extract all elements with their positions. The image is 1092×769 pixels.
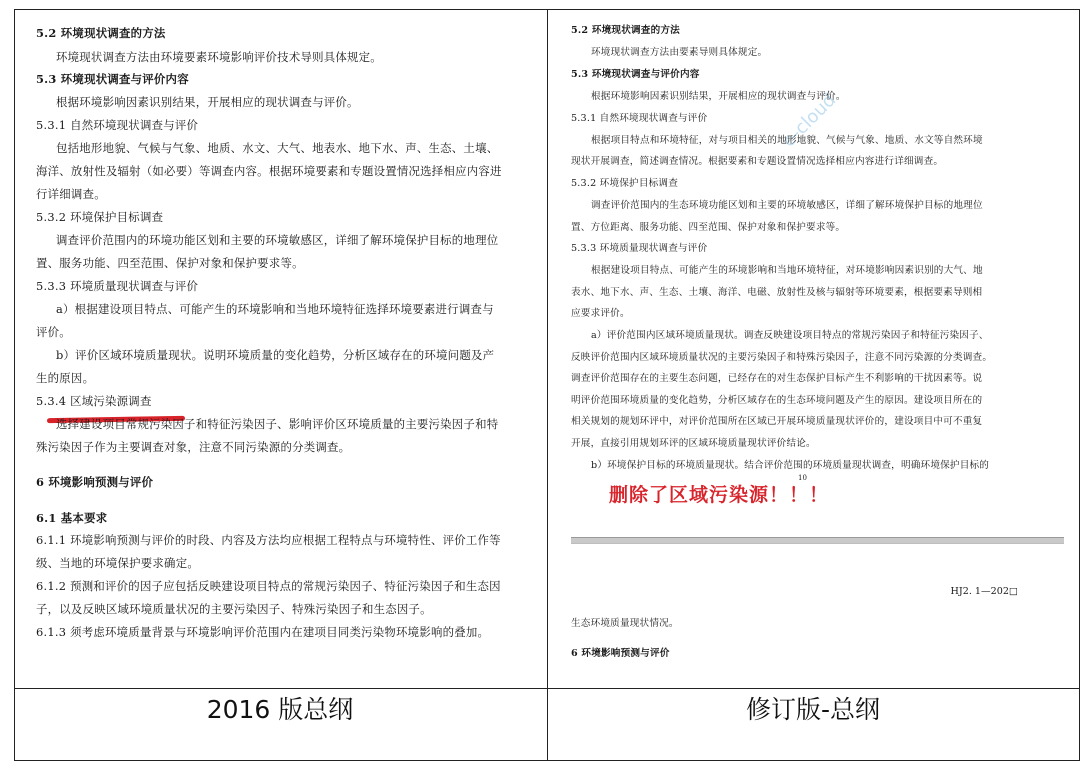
right-page-text-line: 根据项目特点和环境特征，对与项目相关的地形地貌、气候与气象、地质、水文等自然环境: [591, 135, 983, 146]
right-page-text-line: a）评价范围内区域环境质量现状。调查反映建设项目特点的常规污染因子和特征污染因子、: [591, 330, 989, 341]
caption-row-divider: [15, 688, 1079, 689]
left-page-text-line: 生的原因。: [36, 371, 95, 385]
left-document-page: [36, 18, 526, 678]
right-page-text-line: 5.3.1 自然环境现状调查与评价: [571, 113, 708, 124]
right-page-text-line: 调查评价范围内的生态环境功能区划和主要的环境敏感区，详细了解环境保护目标的地理位: [591, 200, 983, 211]
column-divider: [547, 10, 548, 760]
right-document-page: [571, 14, 1066, 674]
standard-header-id: HJ2. 1—202□: [950, 586, 1018, 597]
right-page-text-line: 环境现状调查方法由要素导则具体规定。: [591, 47, 768, 58]
right-page-text-line: 开展，直接引用规划环评的区域环境质量现状评价结论。: [571, 438, 816, 449]
left-page-text-line: 殊污染因子作为主要调查对象，注意不同污染源的分类调查。: [36, 440, 351, 454]
left-page-text-line: 5.3 环境现状调查与评价内容: [36, 72, 189, 86]
right-page-text-line: 置、方位距离、服务功能、四至范围、保护对象和保护要求等。: [571, 222, 846, 233]
right-page-text-line: 5.3 环境现状调查与评价内容: [571, 69, 700, 80]
right-page-text-line: 5.2 环境现状调查的方法: [571, 25, 680, 36]
right-page-text-line: 根据建设项目特点、可能产生的环境影响和当地环境特征，对环境影响因素识别的大气、地: [591, 265, 983, 276]
left-page-text-line: 6.1 基本要求: [36, 511, 108, 525]
left-page-text-line: 评价。: [36, 325, 71, 339]
page-number: 10: [798, 474, 807, 482]
left-page-text-line: 5.3.4 区域污染源调查: [36, 394, 152, 408]
right-page-text-line: 调查评价范围存在的主要生态问题，已经存在的对生态保护目标产生不利影响的干扰因素等。说: [571, 373, 983, 384]
left-page-text-line: 5.3.3 环境质量现状调查与评价: [36, 279, 199, 293]
left-page-text-line: 根据环境影响因素识别结果，开展相应的现状调查与评价。: [56, 95, 359, 109]
right-page-text-line: 相关规划的规划环评中，对评价范围所在区域已开展环境质量现状评价的，建设项目中可不重复: [571, 416, 983, 427]
left-page-text-line: a）根据建设项目特点、可能产生的环境影响和当地环境特征选择环境要素进行调查与: [56, 302, 494, 316]
left-page-text-line: 6.1.2 预测和评价的因子应包括反映建设项目特点的常规污染因子、特征污染因子和生态因: [36, 579, 501, 593]
right-page-text-line: 现状开展调查，简述调查情况。根据要素和专题设置情况选择相应内容进行详细调查。: [571, 156, 944, 167]
right-page-text-line: 根据环境影响因素识别结果，开展相应的现状调查与评价。: [591, 91, 846, 102]
left-page-text-line: 6 环境影响预测与评价: [36, 475, 154, 489]
caption-left: 2016 版总纲: [206, 695, 354, 724]
right-page-text-line: 应要求评价。: [571, 308, 630, 319]
watermark: e-cloud: [778, 89, 841, 152]
left-page-text-line: 6.1.1 环境影响预测与评价的时段、内容及方法均应根据工程特点与环境特性、评价工作等: [36, 533, 501, 547]
left-page-text-line: 海洋、放射性及辐射（如必要）等调查内容。根据环境要素和专题设置情况选择相应内容进: [36, 164, 502, 178]
left-page-text-line: 子，以及反映区域环境质量状况的主要污染因子、特殊污染因子和生态因子。: [36, 602, 432, 616]
left-page-text-line: 级、当地的环境保护要求确定。: [36, 556, 199, 570]
right-page-text-line: 5.3.2 环境保护目标调查: [571, 178, 679, 189]
left-page-text-line: 置、服务功能、四至范围、保护对象和保护要求等。: [36, 256, 304, 270]
left-page-text-line: 6.1.3 须考虑环境质量背景与环境影响评价范围内在建项目同类污染物环境影响的叠加。: [36, 625, 490, 639]
left-page-text-line: 选择建设项目常规污染因子和特征污染因子、影响评价区环境质量的主要污染因子和特: [56, 417, 499, 431]
right-page-text-line: b）环境保护目标的环境质量现状。结合评价范围的环境质量现状调查，明确环境保护目标的: [591, 460, 990, 471]
left-page-text-line: 环境现状调查方法由环境要素环境影响评价技术导则具体规定。: [56, 50, 382, 64]
right-page-text-line: 生态环境质量现状情况。: [571, 618, 679, 629]
left-page-text-line: b）评价区域环境质量现状。说明环境质量的变化趋势，分析区域存在的环境问题及产: [56, 348, 495, 362]
right-page-text-line: 明评价范围环境质量的变化趋势，分析区域存在的生态环境问题及产生的原因。建设项目所在的: [571, 395, 983, 406]
right-page-text-line: 6 环境影响预测与评价: [571, 648, 670, 659]
page-break-divider: [571, 537, 1064, 544]
right-page-text-line: 5.3.3 环境质量现状调查与评价: [571, 243, 708, 254]
left-page-text-line: 行详细调查。: [36, 187, 106, 201]
left-page-text-line: 包括地形地貌、气候与气象、地质、水文、大气、地表水、地下水、声、生态、土壤、: [56, 141, 499, 155]
right-page-text-line: 反映评价范围内区域环境质量状况的主要污染因子和特殊污染因子，注意不同污染源的分类调查。: [571, 352, 993, 363]
red-annotation: 删除了区域污染源！！！: [609, 484, 830, 506]
left-page-text-line: 5.2 环境现状调查的方法: [36, 26, 166, 40]
caption-right: 修订版-总纲: [745, 695, 881, 724]
right-page-text-line: 表水、地下水、声、生态、土壤、海洋、电磁、放射性及核与辐射等环境要素，根据要素导则相: [571, 287, 983, 298]
left-page-text-line: 5.3.2 环境保护目标调查: [36, 210, 164, 224]
left-page-text-line: 调查评价范围内的环境功能区划和主要的环境敏感区，详细了解环境保护目标的地理位: [56, 233, 499, 247]
left-page-text-line: 5.3.1 自然环境现状调查与评价: [36, 118, 199, 132]
